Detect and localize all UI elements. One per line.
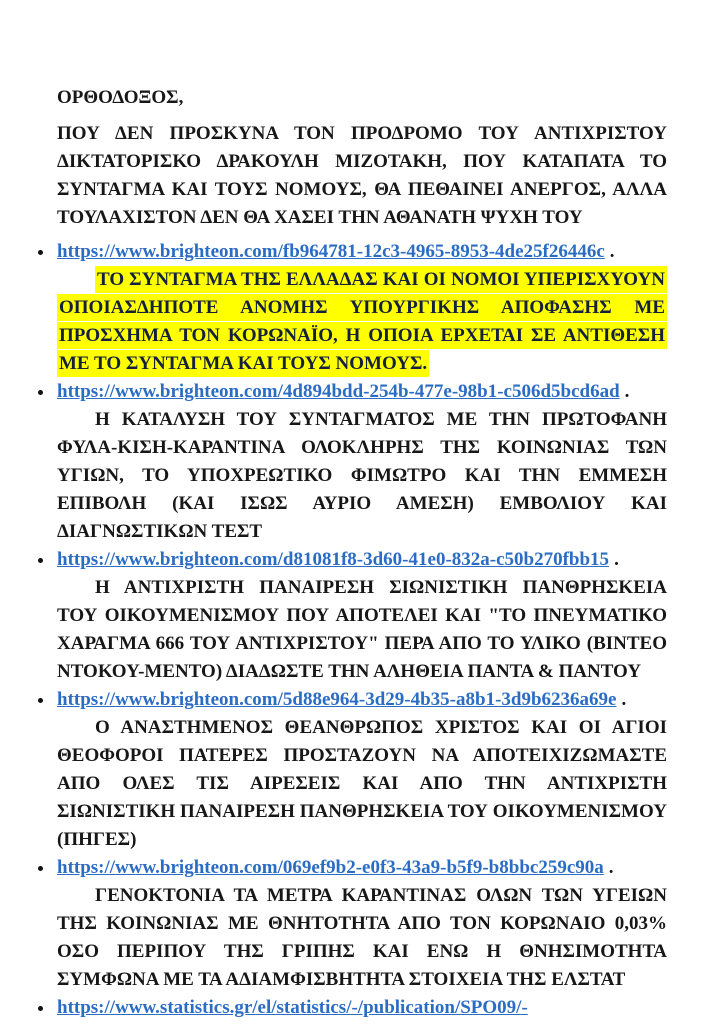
item-paragraph (57, 406, 667, 546)
list-item (57, 546, 667, 686)
item-text: Ο ΑΝΑΣΤΗΜΕΝΟΣ ΘΕΑΝΘΡΩΠΟΣ ΧΡΙΣΤΟΣ ΚΑΙ ΟΙ ΑΓΙΟΙ ΘΕΟΦΟΡΟΙ ΠΑΤΕΡΕΣ ΠΡΟΣΤΑΖΟΥΝ ΝΑ ΑΠΟΤΕΙΧΙΖΩΜΑΣΤΕ ΑΠΟ ΟΛΕΣ ΤΙΣ ΑΙΡΕΣΕΙΣ ΚΑΙ ΑΠΟ ΤΗΝ ΑΝΤΙΧΡΙΣΤΗ ΣΙΩΝΙΣΤΙΚΗ ΠΑΝΑΙΡΕΣΗ ΠΑΝΘΡΗΣΚΕΙΑ ΤΟΥ ΟΙΚΟΥΜΕΝΙΣΜΟΥ (ΠΗΓΕΣ) (57, 717, 667, 850)
link-suffix: . (624, 381, 630, 402)
link-line (57, 378, 667, 406)
intro-paragraph: ΠΟΥ ΔΕΝ ΠΡΟΣΚΥΝΑ ΤΟΝ ΠΡΟΔΡΟΜΟ ΤΟΥ ΑΝΤΙΧΡΙΣΤΟΥ ΔΙΚΤΑΤΟΡΙΣΚΟ ΔΡΑΚΟΥΛΗ ΜΙΖΟΤΑΚΗ, ΠΟΥ ΚΑΤΑΠΑΤΑ ΤΟ ΣΥΝΤΑΓΜΑ ΚΑΙ ΤΟΥΣ ΝΟΜΟΥΣ, ΘΑ ΠΕΘΑΙΝΕΙ ΑΝΕΡΓΟΣ, ΑΛΛΑ ΤΟΥΛΑΧΙΣΤΟΝ ΔΕΝ ΘΑ ΧΑΣΕΙ ΤΗΝ ΑΘΑΝΑΤΗ ΨΥΧΗ ΤΟΥ (57, 123, 667, 228)
link-line (57, 238, 667, 266)
bullet-icon (38, 250, 43, 255)
bullet-icon (38, 390, 43, 395)
item-paragraph (57, 574, 667, 686)
item-paragraph (57, 714, 667, 854)
brighteon-link-5[interactable]: https://www.brighteon.com/069ef9b2-e0f3-43a9-b5f9-b8bbc259c90a (57, 857, 604, 878)
item-text: Η ΑΝΤΙΧΡΙΣΤΗ ΠΑΝΑΙΡΕΣΗ ΣΙΩΝΙΣΤΙΚΗ ΠΑΝΘΡΗΣΚΕΙΑ ΤΟΥ ΟΙΚΟΥΜΕΝΙΣΜΟΥ ΠΟΥ ΑΠΟΤΕΛΕΙ ΚΑΙ "ΤΟ ΠΝΕΥΜΑΤΙΚΟ ΧΑΡΑΓΜΑ 666 ΤΟΥ ΑΝΤΙΧΡΙΣΤΟΥ" ΠΕΡΑ ΑΠΟ ΤΟ ΥΛΙΚΟ (ΒΙΝΤΕΟ ΝΤΟΚΟΥ-ΜΕΝΤΟ) ΔΙΑΔΩΣΤΕ ΤΗΝ ΑΛΗΘΕΙΑ ΠΑΝΤΑ & ΠΑΝΤΟΥ (57, 577, 667, 682)
list-item (57, 378, 667, 546)
brighteon-link-3[interactable]: https://www.brighteon.com/d81081f8-3d60-41e0-832a-c50b270fbb15 (57, 549, 610, 570)
item-text: ΓΕΝΟΚΤΟΝΙΑ ΤΑ ΜΕΤΡΑ ΚΑΡΑΝΤΙΝΑΣ ΟΛΩΝ ΤΩΝ ΥΓΕΙΩΝ ΤΗΣ ΚΟΙΝΩΝΙΑΣ ΜΕ ΘΝΗΤΟΤΗΤΑ ΑΠΟ ΤΟΝ ΚΟΡΩΝΑΙΟ 0,03% ΟΣΟ ΠΕΡΙΠΟΥ ΤΗΣ ΓΡΙΠΗΣ ΚΑΙ ΕΝΩ Η ΘΝΗΣΙΜΟΤΗΤΑ ΣΥΜΦΩΝΑ ΜΕ ΤΑ ΑΔΙΑΜΦΙΣΒΗΤΗΤΑ ΣΤΟΙΧΕΙΑ ΤΗΣ ΕΛΣΤΑΤ (57, 885, 667, 990)
link-suffix: . (614, 549, 619, 570)
list-item (57, 238, 667, 378)
brighteon-link-4[interactable]: https://www.brighteon.com/5d88e964-3d29-4b35-a8b1-3d9b6236a69e (57, 689, 617, 710)
link-line (57, 686, 667, 714)
list-item (57, 854, 667, 994)
link-suffix: . (609, 241, 615, 262)
link-line (57, 854, 667, 882)
bullet-icon (38, 1006, 43, 1011)
brighteon-link-2[interactable]: https://www.brighteon.com/4d894bdd-254b-477e-98b1-c506d5bcd6ad (57, 381, 620, 402)
item-paragraph (57, 882, 667, 994)
link-line (57, 546, 667, 574)
link-line (57, 994, 667, 1022)
link-suffix: . (608, 857, 614, 878)
list-item (57, 994, 667, 1022)
list-item (57, 686, 667, 854)
highlighted-text: ΤΟ ΣΥΝΤΑΓΜΑ ΤΗΣ ΕΛΛΑΔΑΣ ΚΑΙ ΟΙ ΝΟΜΟΙ ΥΠΕΡΙΣΧΥΟΥΝ ΟΠΟΙΑΣΔΗΠΟΤΕ ΑΝΟΜΗΣ ΥΠΟΥΡΓΙΚΗΣ ΑΠΟΦΑΣΗΣ ΜΕ ΠΡΟΣΧΗΜΑ ΤΟΝ ΚΟΡΩΝΑΪΟ, Η ΟΠΟΙΑ ΕΡΧΕΤΑΙ ΣΕ ΑΝΤΙΘΕΣΗ ΜΕ ΤΟ ΣΥΝΤΑΓΜΑ ΚΑΙ ΤΟΥΣ ΝΟΜΟΥΣ. (57, 266, 667, 377)
link-suffix: . (621, 689, 627, 710)
bullet-icon (38, 866, 43, 871)
item-paragraph (57, 266, 667, 378)
item-text: Η ΚΑΤΑΛΥΣΗ ΤΟΥ ΣΥΝΤΑΓΜΑΤΟΣ ΜΕ ΤΗΝ ΠΡΩΤΟΦΑΝΗ ΦΥΛΑ-ΚΙΣΗ-ΚΑΡΑΝΤΙΝΑ ΟΛΟΚΛΗΡΗΣ ΤΗΣ ΚΟΙΝΩΝΙΑΣ ΤΩΝ ΥΓΙΩΝ, ΤΟ ΥΠΟΧΡΕΩΤΙΚΟ ΦΙΜΩΤΡΟ ΚΑΙ ΤΗΝ ΕΜΜΕΣΗ ΕΠΙΒΟΛΗ (ΚΑΙ ΙΣΩΣ ΑΥΡΙΟ ΑΜΕΣΗ) ΕΜΒΟΛΙΟΥ ΚΑΙ ΔΙΑΓΝΩΣΤΙΚΩΝ ΤΕΣΤ (57, 409, 667, 542)
bullet-icon (38, 698, 43, 703)
statistics-link[interactable]: https://www.statistics.gr/el/statistics/-/publication/SPO09/- (57, 997, 528, 1018)
brighteon-link-1[interactable]: https://www.brighteon.com/fb964781-12c3-4965-8953-4de25f26446c (57, 241, 605, 262)
intro-heading: ΟΡΘΟΔΟΞΟΣ, (57, 87, 184, 108)
bullet-icon (38, 558, 43, 563)
